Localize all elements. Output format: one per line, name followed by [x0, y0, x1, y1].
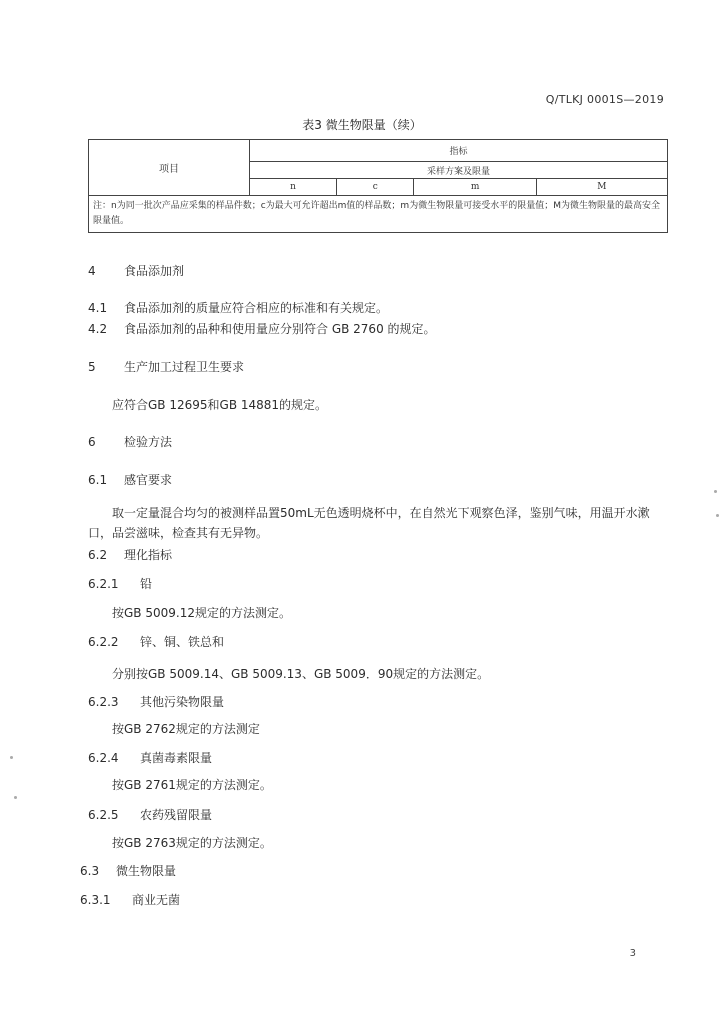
scan-speck: [714, 490, 717, 493]
section-6-2-1-text: 按GB 5009.12规定的方法测定。: [112, 606, 291, 620]
section-5-heading: [88, 358, 244, 375]
section-number: 6.2.1: [88, 577, 119, 591]
table-title: 表3 微生物限量（续）: [302, 118, 422, 132]
section-title: 铅: [140, 577, 153, 591]
section-6-1-heading: [88, 471, 172, 488]
section-6-3-heading: [80, 862, 176, 879]
section-number: 6: [88, 435, 96, 449]
section-6-2-3-text: 按GB 2762规定的方法测定: [112, 722, 260, 736]
section-number: 6.2.4: [88, 751, 119, 765]
section-4-2: [88, 320, 436, 337]
section-number: 6.1: [88, 473, 108, 487]
scan-speck: [10, 756, 13, 759]
section-6-2-heading: [88, 546, 172, 563]
scan-speck: [14, 796, 17, 799]
document-code: Q/TLKJ 0001S—2019: [545, 93, 664, 106]
section-number: 4.2: [88, 322, 108, 336]
section-4-1: [88, 299, 388, 316]
section-number: 6.2.3: [88, 695, 119, 709]
table-note: 注：n为同一批次产品应采集的样品件数；c为最大可允许超出m值的样品数；m为微生物限量可接受水平的限量值；M为微生物限量的最高安全限量值。: [89, 196, 668, 233]
section-title: 其他污染物限量: [140, 695, 225, 709]
section-6-2-4-heading: [88, 749, 212, 766]
column-n: n: [250, 179, 337, 196]
section-title: 感官要求: [124, 473, 173, 487]
section-number: 6.3.1: [80, 893, 111, 907]
section-title: 微生物限量: [116, 864, 177, 878]
section-6-2-5-text: 按GB 2763规定的方法测定。: [112, 836, 272, 850]
section-6-2-2-heading: [88, 633, 224, 650]
column-m: m: [414, 179, 536, 196]
section-4-heading: [88, 262, 184, 279]
section-number: 6.2.2: [88, 635, 119, 649]
column-c: c: [337, 179, 414, 196]
section-text: 食品添加剂的质量应符合相应的标准和有关规定。: [124, 301, 389, 315]
item-header: 项目: [89, 140, 250, 196]
section-6-2-2-text: 分别按GB 5009.14、GB 5009.13、GB 5009．90规定的方法测定。: [112, 667, 490, 681]
section-title: 商业无菌: [132, 893, 181, 907]
section-number: 4: [88, 264, 96, 278]
scan-speck: [716, 514, 719, 517]
section-text: 食品添加剂的品种和使用量应分别符合 GB 2760 的规定。: [124, 322, 436, 336]
section-number: 4.1: [88, 301, 108, 315]
page-number: 3: [629, 948, 636, 959]
section-6-2-1-heading: [88, 575, 152, 592]
section-6-2-5-heading: [88, 806, 212, 823]
section-title: 锌、铜、铁总和: [140, 635, 225, 649]
sampling-header: 采样方案及限量: [250, 162, 668, 179]
section-title: 理化指标: [124, 548, 173, 562]
section-6-3-1-heading: [80, 891, 180, 908]
section-number: 6.2: [88, 548, 108, 562]
section-title: 农药残留限量: [140, 808, 213, 822]
section-number: 5: [88, 360, 96, 374]
section-number: 6.3: [80, 864, 100, 878]
section-title: 食品添加剂: [124, 264, 185, 278]
section-title: 真菌毒素限量: [140, 751, 213, 765]
section-6-1-text: 取一定量混合均匀的被测样品置50mL无色透明烧杯中，在自然光下观察色泽，鉴别气味，用温开水漱口，品尝滋味，检查其有无异物。: [88, 506, 650, 540]
section-5-text: 应符合GB 12695和GB 14881的规定。: [112, 398, 328, 412]
section-number: 6.2.5: [88, 808, 119, 822]
section-6-2-3-heading: [88, 693, 224, 710]
microbial-limits-table: [88, 139, 668, 233]
section-title: 生产加工过程卫生要求: [124, 360, 245, 374]
indicator-header: 指标: [250, 140, 668, 162]
section-6-2-4-text: 按GB 2761规定的方法测定。: [112, 778, 272, 792]
column-M: M: [536, 179, 667, 196]
section-title: 检验方法: [124, 435, 173, 449]
section-6-heading: [88, 433, 172, 450]
